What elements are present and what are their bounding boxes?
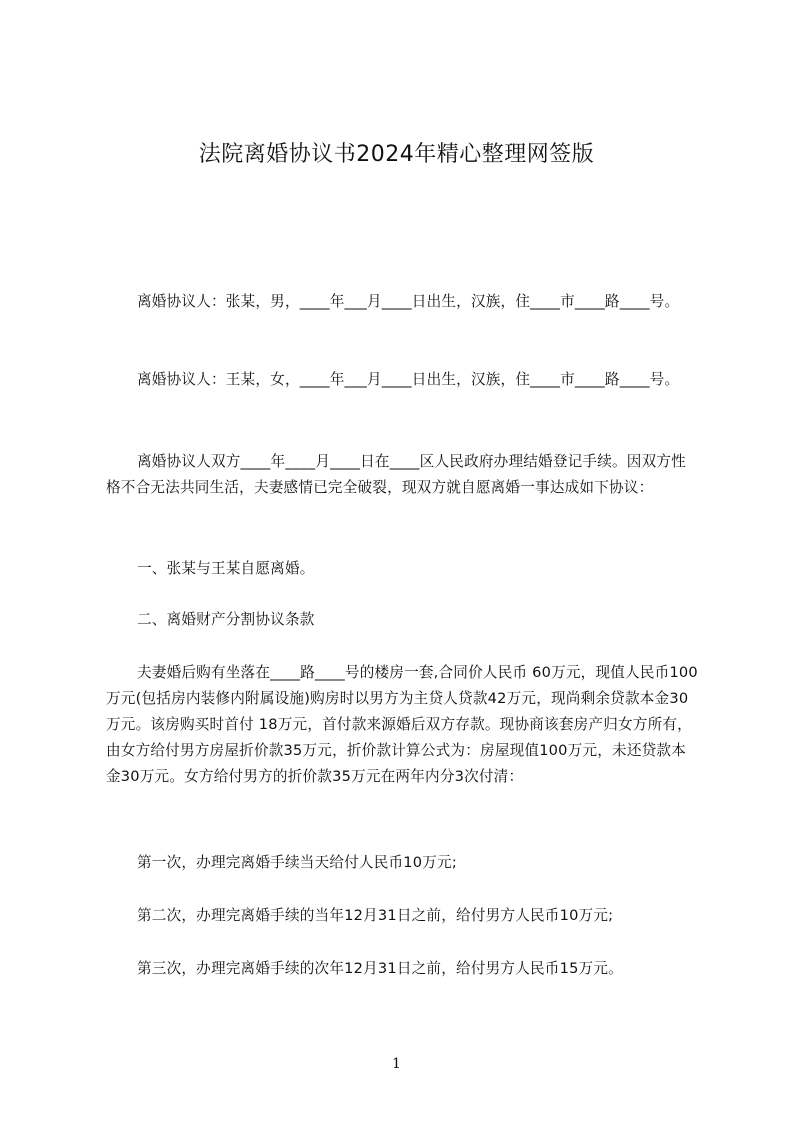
third-payment-paragraph: 第三次，办理完离婚手续的次年12月31日之前，给付男方人民币15万元。 [137,960,623,977]
property-division-paragraph: 夫妻婚后购有坐落在____路____号的楼房一套,合同价人民币 60万元，现值人民币100万元(包括房内装修内附属设施)购房时以男方为主贷人贷款42万元，现尚剩余贷款本金30万元。该房购买时首付 18万元，首付款来源婚后双方存款。现协商该套房产归女方所有，由女方给付男方房屋折价款35万元，折价款计算公式为：房屋现值100万元，未还贷款本金30万元。女方给付男方的折价款35万元在两年内分3次付清： [106,664,698,785]
clause-one-heading: 一、张某与王某自愿离婚。 [137,560,315,577]
page-number: 1 [392,1056,401,1072]
document-title: 法院离婚协议书2024年精心整理网签版 [198,142,595,167]
party-two-paragraph: 离婚协议人：王某，女，____年___月____日出生，汉族，住____市____路____号。 [137,371,680,388]
party-one-paragraph: 离婚协议人：张某，男，____年___月____日出生，汉族，住____市____路____号。 [137,293,680,310]
marriage-registration-paragraph: 离婚协议人双方____年____月____日在____区人民政府办理结婚登记手续。因双方性格不合无法共同生活，夫妻感情已完全破裂，现双方就自愿离婚一事达成如下协议： [106,453,686,496]
first-payment-paragraph: 第一次，办理完离婚手续当天给付人民币10万元; [137,854,457,871]
clause-two-heading: 二、离婚财产分割协议条款 [137,611,315,628]
second-payment-paragraph: 第二次，办理完离婚手续的当年12月31日之前，给付男方人民币10万元; [137,907,614,924]
